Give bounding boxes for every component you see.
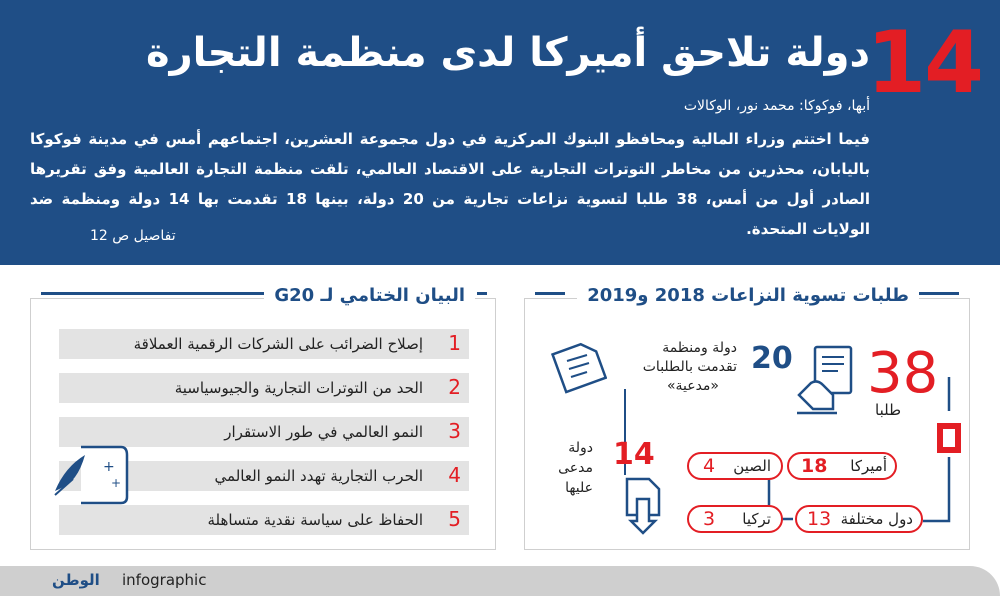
- lead-paragraph: فيما اختتم وزراء المالية ومحافظو البنوك المركزية في دول مجموعة العشرين، اجتماعهم أمس في مدينة فوكوكا باليابان، محذرين من مخاطر التوترات التجارية على الاقتصاد العالمي، تلقت منظمة التجارة العالمية وفق تقريرها الصادر أول من أمس، 38 طلبا لتسوية نزاعات تجارية من 20 دولة، بينها 18 تقدمت بها 14 دولة ومنظمة ضد الولايات المتحدة.: [30, 130, 871, 238]
- defendants-label-3: عليها: [565, 480, 593, 496]
- headline-number: 14: [866, 13, 982, 113]
- defendants-label-2: مدعى: [558, 460, 593, 476]
- item-number: 4: [448, 463, 461, 487]
- tag-document-icon: [547, 341, 607, 399]
- china-pill: [687, 452, 783, 480]
- title-rule: [41, 292, 271, 295]
- usa-pill: [787, 452, 897, 480]
- item-number: 2: [448, 375, 461, 399]
- usa-number: 18: [801, 455, 828, 477]
- various-number: 13: [807, 508, 832, 530]
- defendants-label-1: دولة: [568, 440, 593, 456]
- g20-title: البيان الختامي لـ G20: [264, 285, 475, 306]
- byline: أبها، فوكوكا: محمد نور، الوكالات: [683, 98, 870, 114]
- various-pill: [795, 505, 923, 533]
- disputes-title: طلبات تسوية النزاعات 2018 و2019: [577, 285, 919, 306]
- item-text: الحرب التجارية تهدد النمو العالمي: [214, 467, 423, 485]
- title-rule: [919, 292, 959, 295]
- quill-scroll-icon: [51, 437, 131, 509]
- item-text: إصلاح الضرائب على الشركات الرقمية العملاقة: [133, 335, 423, 353]
- details-link[interactable]: تفاصيل ص 12: [90, 228, 176, 244]
- svg-text:+: +: [111, 476, 122, 490]
- download-document-icon: [621, 475, 665, 537]
- turkey-pill: [687, 505, 783, 533]
- turkey-number: 3: [703, 508, 716, 530]
- header-banner: [0, 0, 1000, 265]
- china-label: الصين: [733, 457, 771, 475]
- item-text: الحفاظ على سياسة نقدية متساهلة: [207, 511, 423, 529]
- plaintiffs-label-3: «مدعية»: [666, 378, 719, 394]
- g20-panel: [30, 285, 496, 550]
- list-item: [59, 329, 469, 359]
- item-number: 3: [448, 419, 461, 443]
- requests-label: طلبا: [875, 401, 902, 419]
- disputes-panel: [524, 285, 970, 550]
- list-item: [59, 505, 469, 535]
- requests-number: 38: [867, 341, 939, 406]
- brand-logo: الوطن: [52, 571, 100, 589]
- page-title: دولة تلاحق أميركا لدى منظمة التجارة: [145, 30, 870, 76]
- china-number: 4: [703, 455, 716, 477]
- plaintiffs-label-1: دولة ومنظمة: [662, 340, 737, 356]
- footer-bar: [0, 566, 1000, 596]
- svg-text:+: +: [103, 459, 115, 475]
- footer-label: infographic: [122, 571, 207, 589]
- item-text: النمو العالمي في طور الاستقرار: [224, 423, 423, 441]
- defendants-number: 14: [613, 437, 655, 472]
- various-label: دول مختلفة: [840, 510, 913, 528]
- title-rule: [477, 292, 487, 295]
- plaintiffs-number: 20: [751, 341, 793, 376]
- usa-label: أميركا: [850, 457, 887, 475]
- turkey-label: تركيا: [742, 510, 771, 528]
- title-rule: [535, 292, 565, 295]
- item-text: الحد من التوترات التجارية والجيوسياسية: [174, 379, 423, 397]
- item-number: 5: [448, 507, 461, 531]
- plaintiffs-label-2: تقدمت بالطلبات: [642, 359, 737, 375]
- item-number: 1: [448, 331, 461, 355]
- list-item: [59, 373, 469, 403]
